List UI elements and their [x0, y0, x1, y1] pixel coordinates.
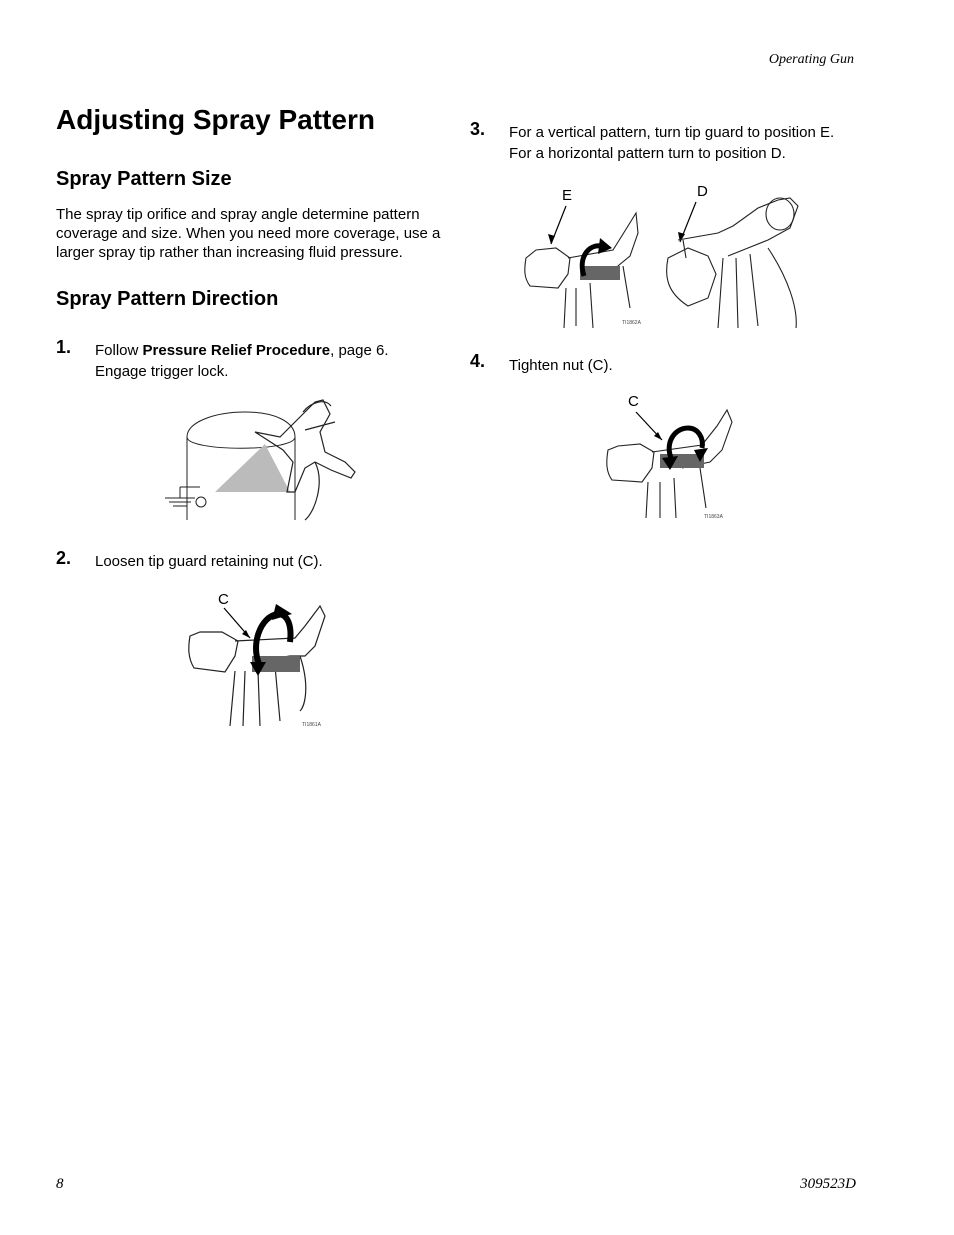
callout-d: D	[697, 183, 708, 200]
size-paragraph: The spray tip orifice and spray angle determine pattern coverage and size. When you need more coverage, use a larger spray tip rather than increasing fluid pressure.	[56, 206, 441, 261]
figure-id-2: TI1861A	[302, 722, 321, 728]
step-3-number: 3.	[470, 119, 486, 139]
step-4-text: Tighten nut (C).	[509, 357, 613, 374]
page-number: 8	[56, 1176, 64, 1192]
section-heading-size: Spray Pattern Size	[56, 168, 232, 190]
step-4-number: 4.	[470, 351, 486, 371]
figure-turn-tip-guard	[518, 178, 803, 333]
figure-pressure-relief	[155, 392, 360, 524]
figure-tighten-nut	[602, 390, 752, 525]
step-1-text	[95, 340, 435, 382]
callout-c: C	[218, 591, 229, 608]
section-heading-direction: Spray Pattern Direction	[56, 288, 279, 310]
procedure-link-text: Pressure Relief Procedure	[142, 342, 331, 359]
step-1-prefix: Follow	[95, 342, 143, 359]
document-id: 309523D	[800, 1176, 856, 1192]
running-header: Operating Gun	[768, 52, 854, 67]
callout-e: E	[562, 187, 573, 204]
step-1-suffix: , page 6.	[330, 342, 389, 359]
step-2-text: Loosen tip guard retaining nut (C).	[95, 553, 323, 570]
step-2-number: 2.	[56, 548, 72, 568]
page-title: Adjusting Spray Pattern	[56, 104, 375, 135]
figure-loosen-nut	[180, 586, 340, 731]
figure-id-4: TI1863A	[704, 514, 723, 520]
step-3-text	[509, 122, 869, 164]
step-1-line2: Engage trigger lock.	[95, 363, 229, 380]
callout-c-tighten: C	[628, 393, 639, 410]
step-3-line1: For a vertical pattern, turn tip guard to position E.	[509, 124, 835, 141]
step-3-line2: For a horizontal pattern turn to position D.	[509, 145, 786, 162]
step-1-number: 1.	[56, 337, 72, 357]
figure-id-3: TI1862A	[622, 320, 641, 326]
